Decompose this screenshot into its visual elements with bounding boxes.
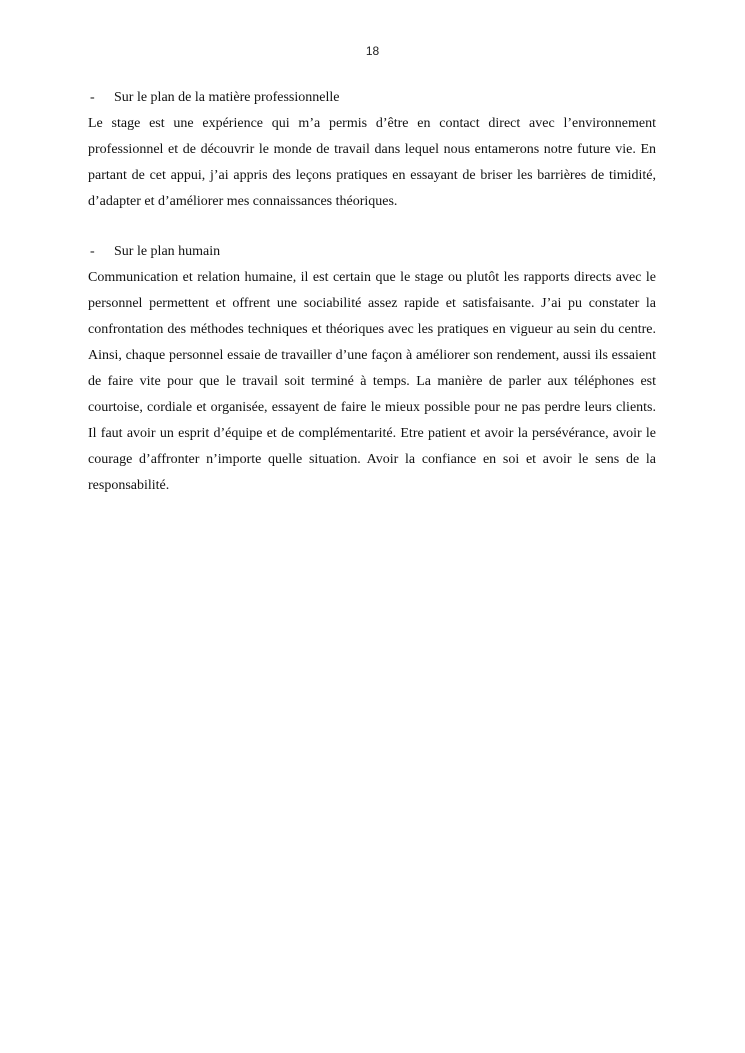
section-heading-text: Sur le plan humain	[114, 244, 221, 259]
bullet-marker: -	[90, 90, 95, 105]
page-number: 18	[365, 44, 380, 58]
section-human	[88, 239, 656, 499]
page-content	[88, 85, 656, 499]
bullet-marker: -	[90, 244, 95, 259]
section-paragraph: Communication et relation humaine, il est certain que le stage ou plutôt les rapports directs avec le personnel permettent et offrent une sociabilité assez rapide et satisfaisante. J’ai pu constater la confrontation des méthodes techniques et théoriques avec les pratiques en vigueur au sein du centre. Ainsi, chaque personnel essaie de travailler d’une façon à améliorer son rendement, aussi ils essaient de faire vite pour que le travail soit terminé à temps. La manière de parler aux téléphones est courtoise, cordiale et organisée, essayent de faire le mieux possible pour ne pas perdre leurs clients. Il faut avoir un esprit d’équipe et de complémentarité. Etre patient et avoir la persévérance, avoir le courage d’affronter n’importe quelle situation. Avoir la confiance en soi et avoir le sens de la responsabilité.	[88, 270, 656, 493]
section-heading	[88, 85, 656, 111]
section-paragraph: Le stage est une expérience qui m’a permis d’être en contact direct avec l’environnement professionnel et de découvrir le monde de travail dans lequel nous entamerons notre future vie. En partant de cet appui, j’ai appris des leçons pratiques en essayant de briser les barrières de timidité, d’adapter et d’améliorer mes connaissances théoriques.	[88, 116, 656, 209]
section-professional	[88, 85, 656, 215]
section-heading	[88, 239, 656, 265]
section-heading-text: Sur le plan de la matière professionnelle	[114, 90, 340, 105]
